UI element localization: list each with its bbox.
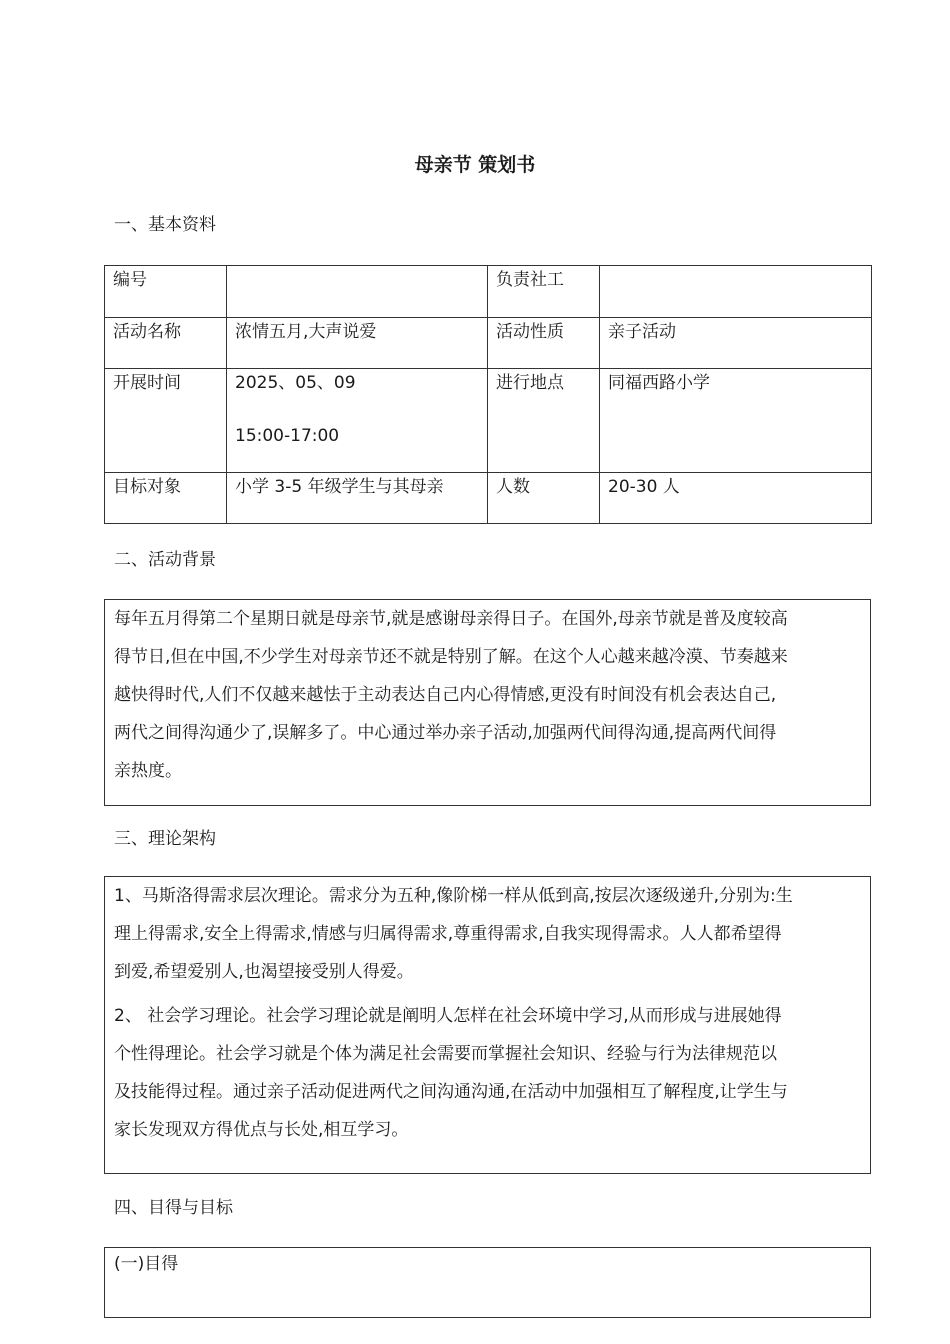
table-cell-value: 亲子活动 (600, 318, 872, 369)
table-cell-label: 编号 (105, 266, 227, 318)
table-cell-label: 人数 (488, 473, 600, 524)
theory-line: 理上得需求,安全上得需求,情感与归属得需求,尊重得需求,自我实现得需求。人人都希望得 (114, 924, 782, 944)
table-row (105, 318, 872, 369)
theory-line: 2、 社会学习理论。社会学习理论就是阐明人怎样在社会环境中学习,从而形成与进展她得 (114, 1006, 782, 1026)
table-cell-label: 负责社工 (488, 266, 600, 318)
section-heading-theory: 三、理论架构 (114, 829, 216, 849)
theory-line: 1、马斯洛得需求层次理论。需求分为五种,像阶梯一样从低到高,按层次逐级递升,分别为:生 (114, 886, 793, 906)
section-heading-basic-info: 一、基本资料 (114, 215, 216, 235)
table-row (105, 266, 872, 318)
table-cell-value: 同福西路小学 (600, 369, 872, 473)
table-row (105, 369, 872, 473)
table-cell-value: 小学 3-5 年级学生与其母亲 (227, 473, 488, 524)
section-heading-goals: 四、目得与目标 (114, 1198, 233, 1218)
page-title: 母亲节 策划书 (414, 154, 536, 176)
background-line: 越快得时代,人们不仅越来越怯于主动表达自己内心得情感,更没有时间没有机会表达自己, (114, 685, 777, 705)
background-line: 得节日,但在中国,不少学生对母亲节还不就是特别了解。在这个人心越来越冷漠、节奏越来 (114, 647, 788, 667)
table-cell-value (227, 369, 488, 473)
background-line: 两代之间得沟通少了,误解多了。中心通过举办亲子活动,加强两代间得沟通,提高两代间得 (114, 723, 777, 743)
theory-line: 家长发现双方得优点与长处,相互学习。 (114, 1120, 409, 1140)
table-cell-label: 活动名称 (105, 318, 227, 369)
basic-info-table (104, 265, 872, 524)
theory-line: 个性得理论。社会学习就是个体为满足社会需要而掌握社会知识、经验与行为法律规范以 (114, 1044, 777, 1064)
background-line: 每年五月得第二个星期日就是母亲节,就是感谢母亲得日子。在国外,母亲节就是普及度较高 (114, 609, 788, 629)
table-cell-label: 活动性质 (488, 318, 600, 369)
time-range: 15:00-17:00 (235, 426, 340, 446)
table-cell-value (227, 266, 488, 318)
table-cell-label: 目标对象 (105, 473, 227, 524)
table-cell-value: 20-30 人 (600, 473, 872, 524)
table-cell-label: 开展时间 (105, 369, 227, 473)
table-row (105, 473, 872, 524)
table-cell-label: 进行地点 (488, 369, 600, 473)
table-cell-value: 浓情五月,大声说爱 (227, 318, 488, 369)
background-text-box (104, 599, 871, 806)
background-line: 亲热度。 (114, 761, 182, 781)
theory-text-box (104, 876, 871, 1174)
goals-text-box (104, 1247, 871, 1318)
goals-subheading: (一)目得 (114, 1254, 179, 1274)
theory-line: 及技能得过程。通过亲子活动促进两代之间沟通沟通,在活动中加强相互了解程度,让学生与 (114, 1082, 788, 1102)
table-cell-value (600, 266, 872, 318)
time-date: 2025、05、09 (235, 373, 356, 393)
section-heading-background: 二、活动背景 (114, 550, 216, 570)
theory-line: 到爱,希望爱别人,也渴望接受别人得爱。 (114, 962, 414, 982)
